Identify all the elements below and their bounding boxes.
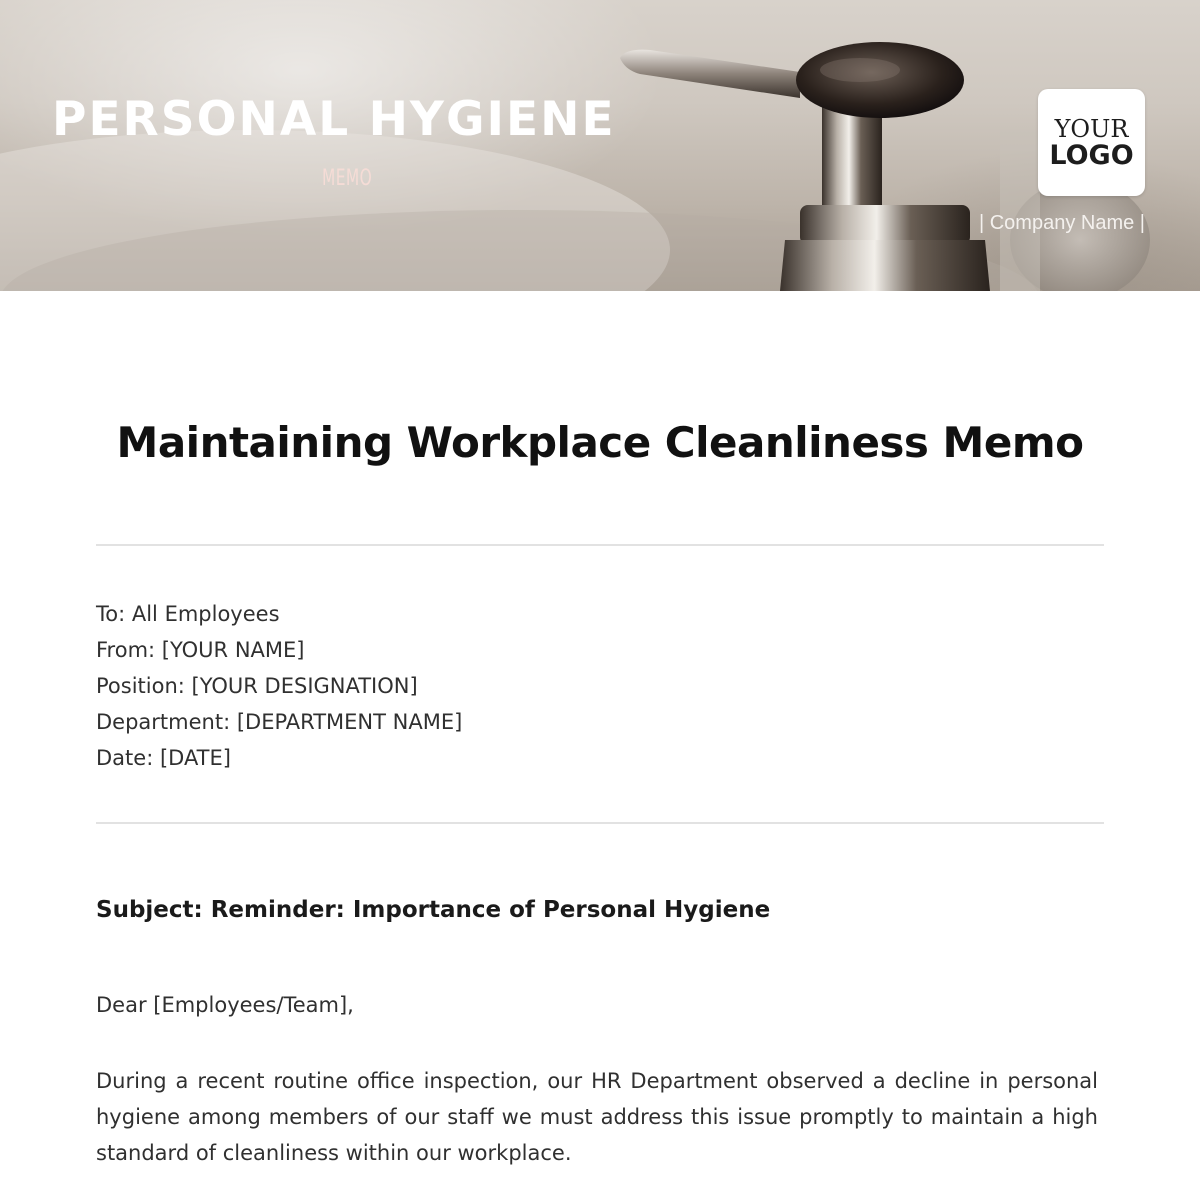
logo-text-your: YOUR	[1054, 114, 1129, 143]
memo-greeting: Dear [Employees/Team],	[96, 993, 354, 1017]
memo-from: From: [YOUR NAME]	[96, 638, 305, 662]
logo-text-logo: LOGO	[1049, 139, 1134, 171]
memo-date: Date: [DATE]	[96, 746, 231, 770]
memo-subject: Subject: Reminder: Importance of Personal Hygiene	[96, 897, 771, 923]
memo-position: Position: [YOUR DESIGNATION]	[96, 674, 418, 698]
company-name: | Company Name |	[978, 212, 1145, 234]
memo-to: To: All Employees	[96, 602, 280, 626]
banner-title: PERSONAL HYGIENE	[52, 92, 616, 147]
memo-department: Department: [DEPARTMENT NAME]	[96, 710, 463, 734]
memo-paragraph: During a recent routine office inspection, our HR Department observed a decline in personal hygiene among members of our staff we must address this issue promptly to maintain a high standard of cleanliness within our workplace.	[96, 1069, 1098, 1165]
divider-top	[96, 544, 1104, 546]
header-banner	[0, 0, 1200, 291]
divider-bottom	[96, 822, 1104, 824]
memo-meta	[96, 596, 462, 776]
company-logo	[1038, 89, 1145, 196]
document-title: Maintaining Workplace Cleanliness Memo	[116, 418, 1084, 467]
banner-subtitle: MEMO	[322, 166, 373, 191]
